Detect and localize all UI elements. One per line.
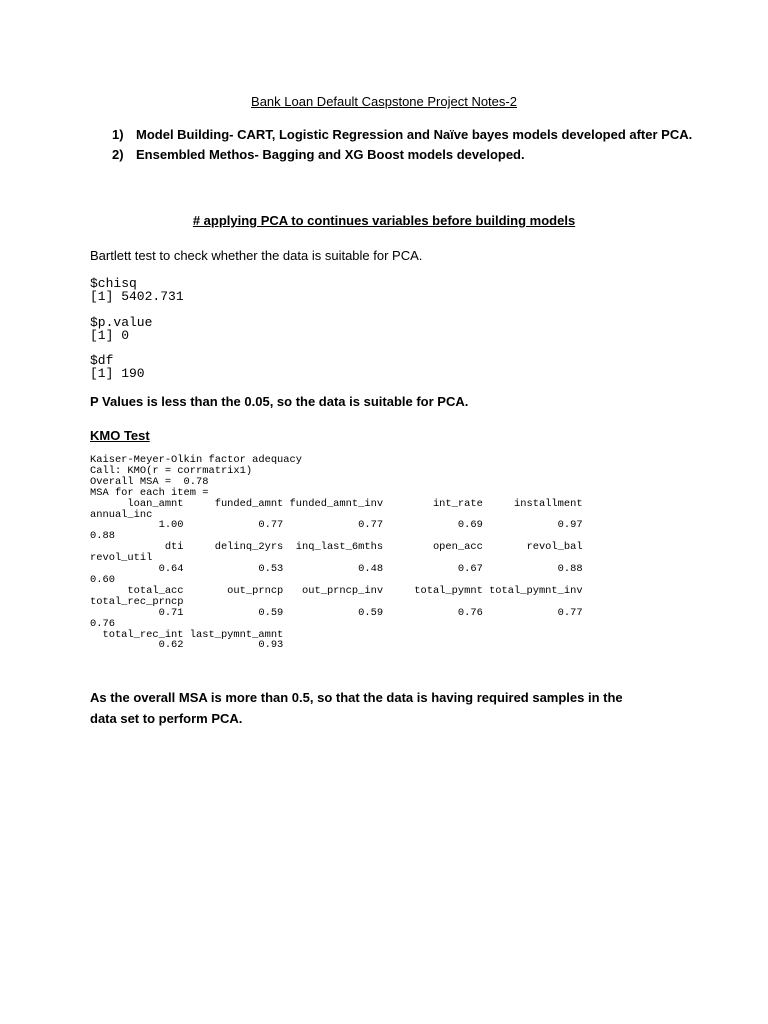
document-title: Bank Loan Default Caspstone Project Notes-2 xyxy=(251,94,517,109)
pvalue-value: [1] 0 xyxy=(90,328,130,343)
kmo-heading: KMO Test xyxy=(90,428,150,443)
chisq-label: $chisq xyxy=(90,276,137,291)
step-text: Model Building- CART, Logistic Regression and Naïve bayes models developed after PCA. xyxy=(136,127,693,142)
msa-conclusion: As the overall MSA is more than 0.5, so that the data is having required samples in the data set to perform PCA. xyxy=(90,690,623,726)
kmo-output-block: Kaiser-Meyer-Olkin factor adequacy Call: KMO(r = corrmatrix1) Overall MSA = 0.78 MSA for each item = loan_amnt funded_amnt funded_amnt_inv int_rate installment annual_inc 1.00 0.77 0.77 0.69 0.97 0.88 dti delinq_2yrs inq_last_6mths open_acc revol_bal revol_util 0.64 0.53 0.48 0.67 0.88 0.60 total_acc out_prncp out_prncp_inv total_pymnt total_pymnt_inv total_rec_prncp 0.71 0.59 0.59 0.76 0.77 0.76 total_rec_int last_pymnt_amnt 0.62 0.93 xyxy=(90,454,583,652)
step-number: 2) xyxy=(112,147,124,162)
step-text: Ensembled Methos- Bagging and XG Boost models developed. xyxy=(136,147,525,162)
chisq-value: [1] 5402.731 xyxy=(90,289,184,304)
pvalue-conclusion: P Values is less than the 0.05, so the data is suitable for PCA. xyxy=(90,394,469,409)
pca-section-heading: # applying PCA to continues variables before building models xyxy=(192,213,576,228)
step-item-model-building xyxy=(112,127,732,142)
pvalue-label: $p.value xyxy=(90,315,153,330)
step-number: 1) xyxy=(112,127,124,142)
df-label: $df xyxy=(90,353,114,368)
step-item-ensemble xyxy=(112,147,732,162)
bartlett-intro: Bartlett test to check whether the data is suitable for PCA. xyxy=(90,248,423,263)
df-value: [1] 190 xyxy=(90,366,145,381)
